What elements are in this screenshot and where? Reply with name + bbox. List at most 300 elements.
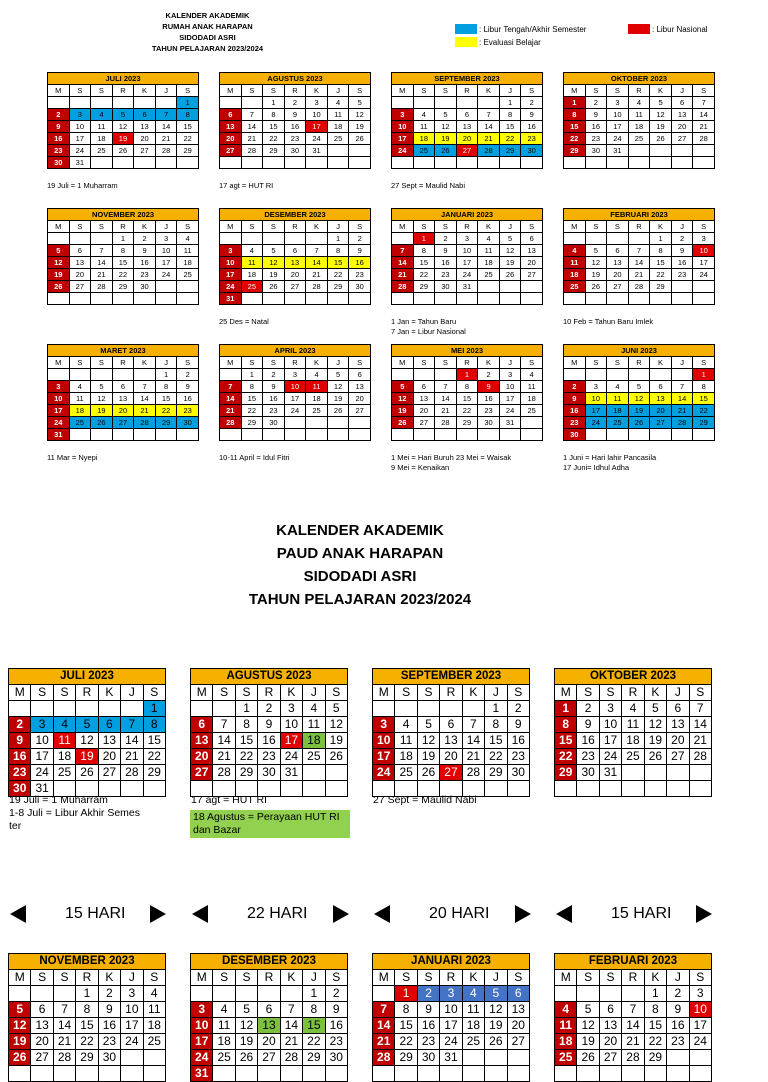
day-cell[interactable]: 8 [395,1002,417,1018]
day-cell[interactable]: 6 [671,97,693,109]
arrow-right-icon[interactable] [150,905,166,923]
day-cell[interactable]: 1 [303,986,325,1002]
day-cell[interactable]: 21 [693,121,715,133]
day-cell[interactable]: 10 [220,257,242,269]
day-cell[interactable]: 22 [143,749,165,765]
day-cell[interactable]: 17 [689,1018,711,1034]
day-cell[interactable] [693,145,715,157]
day-cell[interactable]: 6 [521,233,543,245]
day-cell[interactable]: 25 [91,145,113,157]
day-cell[interactable]: 5 [349,97,371,109]
day-cell[interactable]: 11 [521,381,543,393]
day-cell[interactable] [478,281,500,293]
day-cell[interactable]: 8 [235,717,257,733]
day-cell[interactable]: 11 [69,393,91,405]
day-cell[interactable] [48,97,70,109]
day-cell[interactable] [134,157,156,169]
day-cell[interactable]: 3 [607,97,629,109]
day-cell[interactable]: 21 [462,749,484,765]
day-cell[interactable]: 20 [31,1034,53,1050]
day-cell[interactable]: 22 [693,405,715,417]
day-cell[interactable] [485,1050,507,1066]
day-cell[interactable] [91,97,113,109]
day-cell[interactable]: 20 [521,257,543,269]
day-cell[interactable]: 23 [258,749,280,765]
day-cell[interactable] [564,369,586,381]
day-cell[interactable] [325,781,347,797]
day-cell[interactable] [112,429,134,441]
day-cell[interactable]: 30 [435,281,457,293]
day-cell[interactable]: 24 [499,405,521,417]
day-cell[interactable]: 20 [220,133,242,145]
day-cell[interactable]: 26 [91,417,113,429]
day-cell[interactable]: 22 [76,1034,98,1050]
day-cell[interactable] [413,157,435,169]
day-cell[interactable] [349,417,371,429]
day-cell[interactable]: 9 [284,109,306,121]
day-cell[interactable] [435,429,457,441]
day-cell[interactable]: 13 [220,121,242,133]
day-cell[interactable]: 28 [435,417,457,429]
day-cell[interactable] [456,97,478,109]
day-cell[interactable] [644,765,666,781]
day-cell[interactable]: 25 [69,417,91,429]
day-cell[interactable]: 25 [306,405,328,417]
day-cell[interactable]: 16 [585,121,607,133]
day-cell[interactable]: 7 [53,1002,75,1018]
day-cell[interactable] [440,701,462,717]
day-cell[interactable] [69,97,91,109]
day-cell[interactable]: 25 [607,417,629,429]
day-cell[interactable]: 8 [650,245,672,257]
day-cell[interactable] [306,429,328,441]
day-cell[interactable]: 7 [280,1002,302,1018]
day-cell[interactable] [585,369,607,381]
day-cell[interactable]: 6 [349,369,371,381]
day-cell[interactable]: 24 [121,1034,143,1050]
day-cell[interactable]: 29 [499,145,521,157]
day-cell[interactable]: 30 [48,157,70,169]
day-cell[interactable]: 6 [31,1002,53,1018]
day-cell[interactable]: 14 [220,393,242,405]
day-cell[interactable]: 23 [564,417,586,429]
day-cell[interactable]: 25 [241,281,263,293]
day-cell[interactable]: 6 [440,717,462,733]
day-cell[interactable] [521,417,543,429]
day-cell[interactable] [392,429,414,441]
day-cell[interactable]: 16 [134,257,156,269]
day-cell[interactable]: 18 [607,405,629,417]
day-cell[interactable]: 26 [263,281,285,293]
day-cell[interactable]: 20 [98,749,120,765]
day-cell[interactable]: 3 [155,233,177,245]
day-cell[interactable]: 22 [327,269,349,281]
day-cell[interactable] [599,1066,621,1082]
day-cell[interactable]: 31 [599,765,621,781]
day-cell[interactable]: 30 [325,1050,347,1066]
day-cell[interactable]: 1 [555,701,577,717]
day-cell[interactable]: 20 [191,749,213,765]
day-cell[interactable]: 13 [31,1018,53,1034]
day-cell[interactable] [284,429,306,441]
day-cell[interactable]: 16 [9,749,31,765]
day-cell[interactable]: 8 [155,381,177,393]
day-cell[interactable]: 6 [413,381,435,393]
day-cell[interactable] [306,157,328,169]
day-cell[interactable]: 22 [241,405,263,417]
day-cell[interactable] [76,1066,98,1082]
day-cell[interactable]: 19 [9,1034,31,1050]
day-cell[interactable]: 22 [177,133,199,145]
day-cell[interactable]: 8 [143,717,165,733]
day-cell[interactable]: 24 [155,269,177,281]
day-cell[interactable]: 3 [373,717,395,733]
day-cell[interactable]: 18 [303,733,325,749]
day-cell[interactable] [327,417,349,429]
day-cell[interactable]: 21 [628,269,650,281]
day-cell[interactable]: 20 [284,269,306,281]
arrow-right-icon[interactable] [515,905,531,923]
day-cell[interactable]: 10 [499,381,521,393]
day-cell[interactable]: 28 [478,145,500,157]
day-cell[interactable]: 29 [155,417,177,429]
day-cell[interactable] [349,429,371,441]
day-cell[interactable]: 28 [622,1050,644,1066]
day-cell[interactable]: 26 [435,145,457,157]
day-cell[interactable]: 30 [478,417,500,429]
day-cell[interactable]: 15 [327,257,349,269]
day-cell[interactable]: 20 [258,1034,280,1050]
day-cell[interactable]: 10 [280,717,302,733]
day-cell[interactable]: 6 [667,701,689,717]
day-cell[interactable] [69,293,91,305]
day-cell[interactable]: 14 [241,121,263,133]
day-cell[interactable] [263,157,285,169]
day-cell[interactable] [671,157,693,169]
day-cell[interactable]: 24 [69,145,91,157]
day-cell[interactable]: 6 [69,245,91,257]
day-cell[interactable]: 13 [671,109,693,121]
day-cell[interactable]: 15 [644,1018,666,1034]
day-cell[interactable]: 2 [177,369,199,381]
day-cell[interactable]: 3 [191,1002,213,1018]
day-cell[interactable]: 19 [76,749,98,765]
day-cell[interactable]: 14 [462,733,484,749]
day-cell[interactable] [555,1066,577,1082]
day-cell[interactable] [134,293,156,305]
day-cell[interactable]: 28 [53,1050,75,1066]
day-cell[interactable]: 27 [284,281,306,293]
day-cell[interactable] [134,97,156,109]
day-cell[interactable]: 4 [607,381,629,393]
day-cell[interactable]: 25 [564,281,586,293]
day-cell[interactable]: 18 [395,749,417,765]
day-cell[interactable]: 11 [143,1002,165,1018]
day-cell[interactable] [607,157,629,169]
arrow-right-icon[interactable] [333,905,349,923]
day-cell[interactable]: 14 [155,121,177,133]
day-cell[interactable] [121,701,143,717]
day-cell[interactable]: 2 [48,109,70,121]
day-cell[interactable] [485,781,507,797]
day-cell[interactable] [258,1066,280,1082]
day-cell[interactable]: 11 [91,121,113,133]
day-cell[interactable]: 1 [155,369,177,381]
day-cell[interactable]: 6 [258,1002,280,1018]
day-cell[interactable] [235,1066,257,1082]
day-cell[interactable]: 19 [628,405,650,417]
day-cell[interactable]: 6 [607,245,629,257]
day-cell[interactable]: 4 [53,717,75,733]
day-cell[interactable]: 30 [177,417,199,429]
day-cell[interactable]: 1 [650,233,672,245]
day-cell[interactable]: 11 [213,1018,235,1034]
day-cell[interactable]: 18 [555,1034,577,1050]
day-cell[interactable]: 14 [671,393,693,405]
day-cell[interactable]: 18 [177,257,199,269]
day-cell[interactable]: 20 [112,405,134,417]
day-cell[interactable]: 21 [220,405,242,417]
day-cell[interactable] [628,145,650,157]
day-cell[interactable]: 5 [76,717,98,733]
day-cell[interactable]: 15 [112,257,134,269]
day-cell[interactable] [53,1066,75,1082]
day-cell[interactable]: 7 [628,245,650,257]
day-cell[interactable]: 1 [177,97,199,109]
day-cell[interactable] [349,293,371,305]
day-cell[interactable]: 25 [303,749,325,765]
day-cell[interactable]: 23 [284,133,306,145]
day-cell[interactable]: 17 [191,1034,213,1050]
day-cell[interactable]: 26 [417,765,439,781]
day-cell[interactable]: 3 [69,109,91,121]
day-cell[interactable]: 2 [585,97,607,109]
day-cell[interactable]: 30 [263,417,285,429]
day-cell[interactable]: 31 [31,781,53,797]
day-cell[interactable] [373,986,395,1002]
day-cell[interactable] [435,157,457,169]
day-cell[interactable]: 29 [327,281,349,293]
day-cell[interactable]: 1 [564,97,586,109]
day-cell[interactable]: 24 [456,269,478,281]
day-cell[interactable]: 9 [564,393,586,405]
day-cell[interactable]: 27 [69,281,91,293]
day-cell[interactable] [306,233,328,245]
day-cell[interactable]: 30 [564,429,586,441]
day-cell[interactable] [456,157,478,169]
day-cell[interactable]: 4 [564,245,586,257]
day-cell[interactable]: 18 [213,1034,235,1050]
day-cell[interactable]: 5 [650,97,672,109]
day-cell[interactable] [98,1066,120,1082]
day-cell[interactable] [121,1050,143,1066]
day-cell[interactable]: 29 [76,1050,98,1066]
day-cell[interactable]: 11 [555,1018,577,1034]
day-cell[interactable] [650,429,672,441]
day-cell[interactable]: 27 [134,145,156,157]
day-cell[interactable]: 4 [177,233,199,245]
day-cell[interactable]: 1 [235,701,257,717]
day-cell[interactable]: 16 [263,393,285,405]
day-cell[interactable]: 21 [689,733,711,749]
day-cell[interactable] [507,781,529,797]
day-cell[interactable] [373,1066,395,1082]
day-cell[interactable] [628,157,650,169]
day-cell[interactable] [280,781,302,797]
day-cell[interactable]: 29 [564,145,586,157]
day-cell[interactable] [155,429,177,441]
day-cell[interactable]: 17 [31,749,53,765]
day-cell[interactable]: 13 [599,1018,621,1034]
day-cell[interactable]: 18 [327,121,349,133]
day-cell[interactable]: 8 [303,1002,325,1018]
day-cell[interactable]: 22 [155,405,177,417]
day-cell[interactable] [177,293,199,305]
day-cell[interactable]: 25 [395,765,417,781]
day-cell[interactable]: 19 [327,393,349,405]
day-cell[interactable]: 9 [263,381,285,393]
day-cell[interactable] [507,1066,529,1082]
day-cell[interactable]: 22 [395,1034,417,1050]
day-cell[interactable]: 19 [48,269,70,281]
day-cell[interactable] [462,701,484,717]
day-cell[interactable]: 11 [395,733,417,749]
day-cell[interactable]: 17 [48,405,70,417]
day-cell[interactable]: 18 [478,257,500,269]
day-cell[interactable]: 26 [650,133,672,145]
day-cell[interactable]: 11 [607,393,629,405]
day-cell[interactable]: 16 [478,393,500,405]
day-cell[interactable]: 29 [177,145,199,157]
day-cell[interactable]: 12 [235,1018,257,1034]
day-cell[interactable]: 5 [644,701,666,717]
day-cell[interactable]: 27 [667,749,689,765]
day-cell[interactable]: 17 [585,405,607,417]
day-cell[interactable]: 8 [112,245,134,257]
day-cell[interactable]: 17 [220,269,242,281]
day-cell[interactable]: 22 [263,133,285,145]
day-cell[interactable]: 5 [325,701,347,717]
day-cell[interactable] [499,281,521,293]
day-cell[interactable]: 1 [693,369,715,381]
day-cell[interactable]: 1 [644,986,666,1002]
day-cell[interactable]: 27 [31,1050,53,1066]
day-cell[interactable]: 27 [98,765,120,781]
day-cell[interactable]: 25 [622,749,644,765]
day-cell[interactable] [667,1050,689,1066]
day-cell[interactable]: 12 [112,121,134,133]
day-cell[interactable] [31,986,53,1002]
day-cell[interactable]: 2 [325,986,347,1002]
day-cell[interactable]: 15 [395,1018,417,1034]
day-cell[interactable]: 14 [622,1018,644,1034]
day-cell[interactable]: 2 [9,717,31,733]
day-cell[interactable]: 3 [585,381,607,393]
day-cell[interactable]: 18 [628,121,650,133]
day-cell[interactable]: 28 [373,1050,395,1066]
day-cell[interactable]: 6 [112,381,134,393]
day-cell[interactable]: 9 [577,717,599,733]
day-cell[interactable]: 13 [69,257,91,269]
day-cell[interactable] [521,157,543,169]
day-cell[interactable]: 2 [263,369,285,381]
day-cell[interactable]: 28 [280,1050,302,1066]
day-cell[interactable]: 10 [191,1018,213,1034]
day-cell[interactable] [395,1066,417,1082]
day-cell[interactable] [417,1066,439,1082]
day-cell[interactable] [499,429,521,441]
day-cell[interactable] [177,429,199,441]
day-cell[interactable]: 21 [392,269,414,281]
day-cell[interactable]: 27 [349,405,371,417]
day-cell[interactable]: 29 [693,417,715,429]
day-cell[interactable] [155,97,177,109]
day-cell[interactable]: 14 [91,257,113,269]
day-cell[interactable]: 27 [507,1034,529,1050]
day-cell[interactable]: 12 [327,381,349,393]
day-cell[interactable]: 10 [31,733,53,749]
day-cell[interactable]: 23 [577,749,599,765]
day-cell[interactable]: 24 [689,1034,711,1050]
day-cell[interactable]: 19 [349,121,371,133]
day-cell[interactable] [91,369,113,381]
day-cell[interactable] [303,765,325,781]
day-cell[interactable]: 14 [306,257,328,269]
arrow-right-icon[interactable] [696,905,712,923]
day-cell[interactable]: 7 [462,717,484,733]
day-cell[interactable]: 17 [599,733,621,749]
day-cell[interactable]: 4 [622,701,644,717]
day-cell[interactable] [667,1066,689,1082]
day-cell[interactable]: 25 [478,269,500,281]
day-cell[interactable]: 3 [31,717,53,733]
day-cell[interactable]: 5 [9,1002,31,1018]
day-cell[interactable]: 14 [53,1018,75,1034]
day-cell[interactable]: 23 [507,749,529,765]
day-cell[interactable]: 7 [373,1002,395,1018]
day-cell[interactable] [577,781,599,797]
day-cell[interactable]: 10 [599,717,621,733]
day-cell[interactable] [31,1066,53,1082]
day-cell[interactable]: 12 [48,257,70,269]
day-cell[interactable]: 16 [325,1018,347,1034]
day-cell[interactable]: 24 [392,145,414,157]
day-cell[interactable]: 11 [327,109,349,121]
day-cell[interactable]: 17 [440,1018,462,1034]
day-cell[interactable]: 2 [284,97,306,109]
day-cell[interactable] [112,369,134,381]
day-cell[interactable]: 3 [689,986,711,1002]
day-cell[interactable] [213,701,235,717]
day-cell[interactable]: 13 [112,393,134,405]
day-cell[interactable]: 19 [112,133,134,145]
day-cell[interactable]: 23 [177,405,199,417]
day-cell[interactable] [235,986,257,1002]
day-cell[interactable]: 25 [213,1050,235,1066]
day-cell[interactable]: 8 [564,109,586,121]
day-cell[interactable] [417,701,439,717]
day-cell[interactable]: 10 [284,381,306,393]
day-cell[interactable]: 24 [280,749,302,765]
day-cell[interactable]: 20 [650,405,672,417]
day-cell[interactable]: 3 [599,701,621,717]
day-cell[interactable] [622,986,644,1002]
day-cell[interactable]: 28 [671,417,693,429]
day-cell[interactable] [241,157,263,169]
day-cell[interactable]: 9 [521,109,543,121]
day-cell[interactable]: 6 [191,717,213,733]
day-cell[interactable]: 4 [555,1002,577,1018]
